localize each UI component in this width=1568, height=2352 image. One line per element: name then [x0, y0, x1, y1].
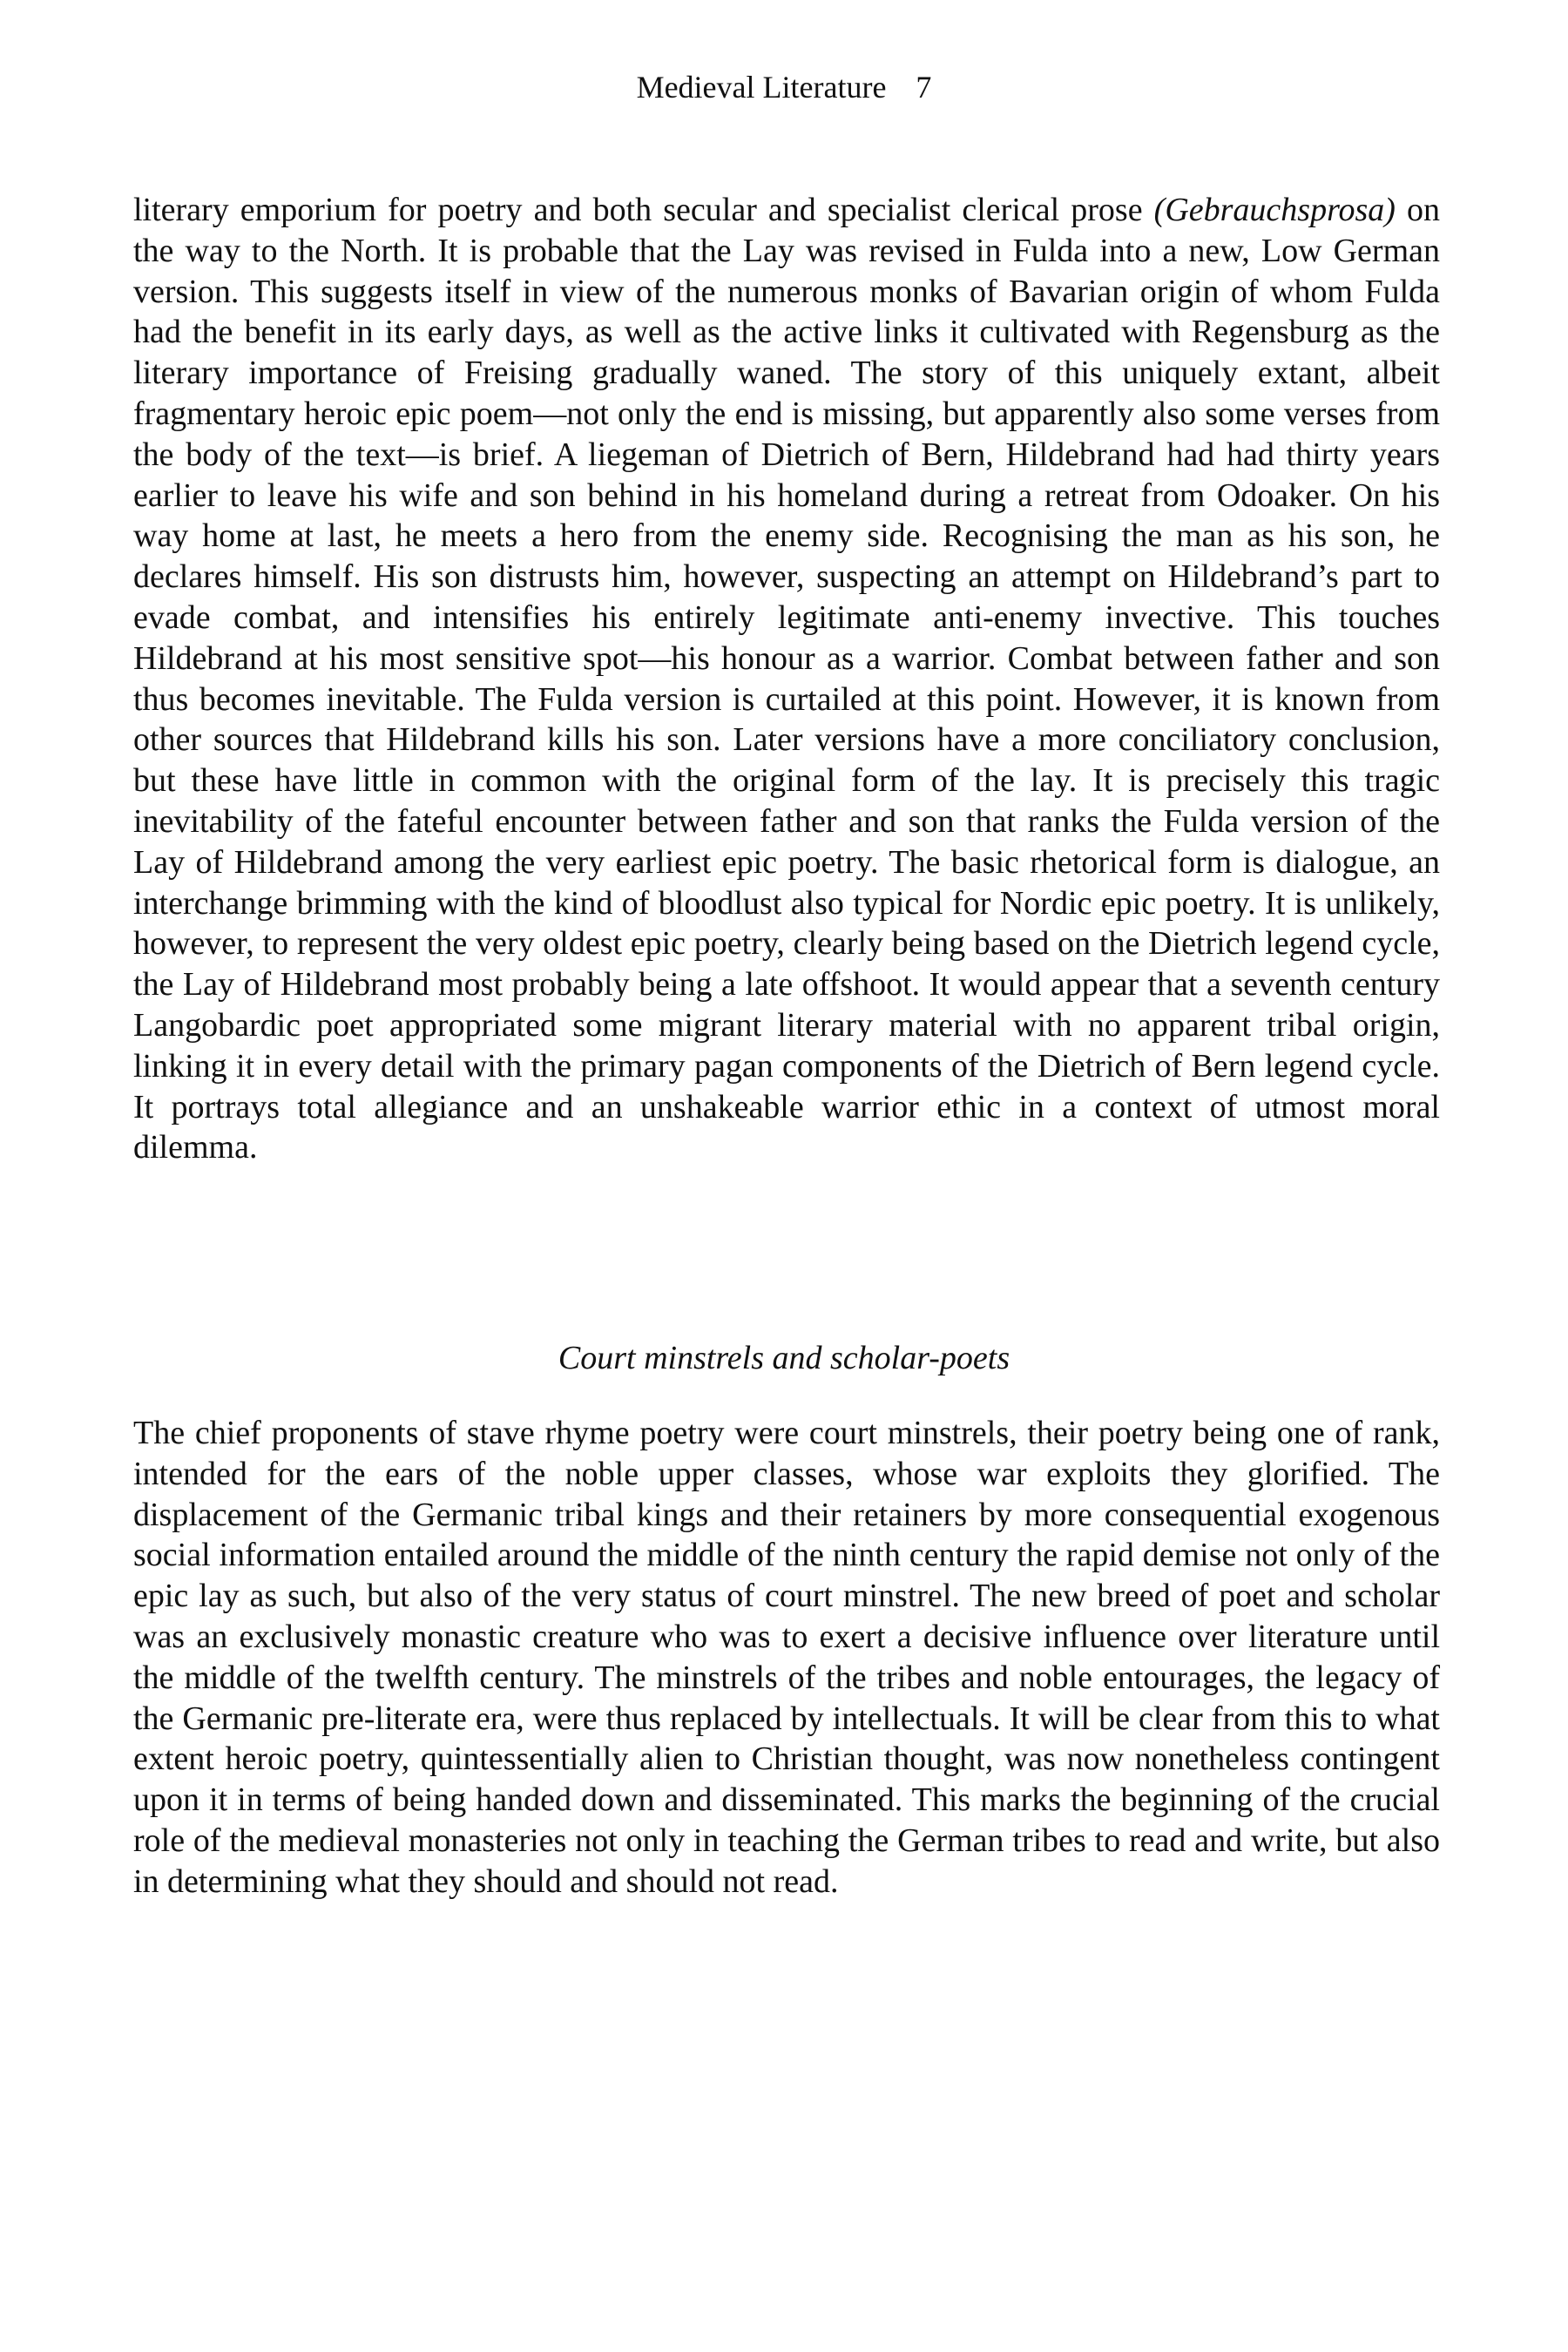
paragraph-text: The chief proponents of stave rhyme poetry were court minstrels, their poetry being one of rank, intended for the ears of the noble upper classes, whose war exploits they glorified. The displacement of the Germanic tribal kings and their retainers by more consequential exogenous social information entailed around the middle of the ninth century the rapid demise not only of the epic lay as such, but also of the very status of court minstrel. The new breed of poet and scholar was an exclusively monastic creature who was to exert a decisive influence over literature until the middle of the twelfth century. The minstrels of the tribes and noble entourages, the legacy of the Germanic pre-literate era, were thus replaced by intellectuals. It will be clear from this to what extent heroic poetry, quintessentially alien to Christian thought, was now nonetheless contingent upon it in terms of being handed down and disseminated. This marks the beginning of the crucial role of the medieval monasteries not only in teaching the German tribes to read and write, but also in determining what they should and should not read.: [133, 1415, 1440, 1900]
paragraph-court-minstrels: [133, 1413, 1440, 1903]
paragraph-body: on the way to the North. It is probable that the Lay was revised in Fulda into a new, Low German version. This suggests itself in view of the numerous monks of Bavarian origin of whom Fulda had the benefit in its early days, as well as the active links it cultivated with Regensburg as the literary importance of Freising gradually waned. The story of this uniquely extant, albeit fragmentary heroic epic poem—not only the end is missing, but apparently also some verses from the body of the text—is brief. A liegeman of Dietrich of Bern, Hildebrand had had thirty years earlier to leave his wife and son behind in his homeland during a retreat from Odoaker. On his way home at last, he meets a hero from the enemy side. Recognising the man as his son, he declares himself. His son distrusts him, however, suspecting an attempt on Hildebrand’s part to evade combat, and intensifies his entirely legitimate anti-enemy invective. This touches Hildebrand at his most sensitive spot—his honour as a warrior. Combat between father and son thus becomes inevitable. The Fulda version is curtailed at this point. However, it is known from other sources that Hildebrand kills his son. Later versions have a more conciliatory conclusion, but these have little in common with the original form of the lay. It is precisely this tragic inevitability of the fateful encounter between father and son that ranks the Fulda version of the Lay of Hildebrand among the very earliest epic poetry. The basic rhetorical form is dialogue, an interchange brimming with the kind of bloodlust also typical for Nordic epic poetry. It is unlikely, however, to represent the very oldest epic poetry, clearly being based on the Dietrich legend cycle, the Lay of Hildebrand most probably being a late offshoot. It would appear that a seventh century Langobardic poet appropriated some migrant literary material with no apparent tribal origin, linking it in every detail with the primary pagan components of the Dietrich of Bern legend cycle. It portrays total allegiance and an unshakeable warrior ethic in a context of utmost moral dilemma.: [133, 192, 1440, 1166]
paragraph-text: [133, 190, 1440, 1168]
section-heading: Court minstrels and scholar-poets: [558, 1340, 1010, 1376]
paragraph-hildebrand-lay: [133, 190, 1440, 1168]
header-title: Medieval Literature: [636, 70, 887, 105]
page-number: 7: [916, 70, 932, 105]
running-header: [0, 68, 1568, 106]
italic-term: (Gebrauchsprosa): [1153, 192, 1396, 228]
paragraph-intro: literary emporium for poetry and both secular and specialist clerical prose: [133, 192, 1154, 228]
